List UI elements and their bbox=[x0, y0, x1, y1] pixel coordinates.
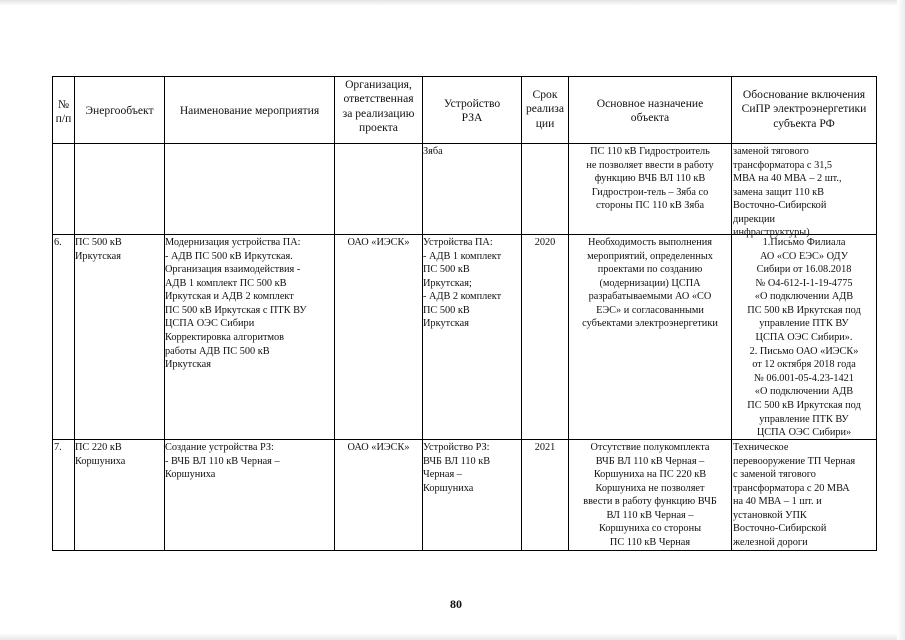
column-divider bbox=[334, 76, 335, 551]
cell-basis: 1.Письмо Филиала АО «СО ЕЭС» ОДУ Сибири от 16.08.2018 № О4-612-I-1-19-4775 «О подключении АДВ ПС 500 кВ Иркутская под управление ПТК ВУ ЦСПА ОЭС Сибири». 2. Письмо ОАО «ИЭСК» от 12 октября 2018 года № 06.001-05-4.23-1421 «О подключении АДВ ПС 500 кВ Иркутская под управление ПТК ВУ ЦСПА ОЭС Сибири» bbox=[747, 237, 861, 439]
header-responsible-org: Организация, ответственная за реализацию проекта bbox=[342, 78, 415, 135]
header-bottom-border bbox=[52, 143, 876, 144]
cell-org: ОАО «ИЭСК» bbox=[347, 237, 410, 248]
header-purpose: Основное назначение объекта bbox=[596, 97, 704, 125]
cell-term: 2020 bbox=[534, 237, 556, 248]
cell-energy-object: ПС 500 кВ Иркутская bbox=[75, 237, 122, 262]
column-divider bbox=[52, 76, 53, 551]
scan-edge-right bbox=[897, 0, 905, 640]
column-divider bbox=[74, 76, 75, 551]
cell-term: 2021 bbox=[534, 442, 556, 453]
header-term: Срок реализа ции bbox=[525, 88, 565, 130]
cell-measure: Модернизация устройства ПА: - АДВ ПС 500 кВ Иркутская. Организация взаимодействия - АДВ 1 комплект ПС 500 кВ Иркутская и АДВ 2 комплект ПС 500 кВ Иркутская с ПТК ВУ ЦСПА ОЭС Сибири Корректировка алгоритмов работы АДВ ПС 500 кВ Иркутская bbox=[165, 237, 307, 371]
cell-purpose: Необходимость выполнения мероприятий, определенных проектами по созданию (модернизации) ЦСПА разрабатываемыми АО «СО ЕЭС» и согласованными субъектами электроэнергетики bbox=[582, 237, 718, 330]
header-basis: Обоснование включения СиПР электроэнергетики субъекта РФ bbox=[741, 88, 867, 130]
scan-edge-top bbox=[0, 0, 905, 6]
column-divider bbox=[521, 76, 522, 551]
cell-num: 7. bbox=[54, 442, 62, 453]
cell-energy-object: ПС 220 кВ Коршуниха bbox=[75, 442, 126, 467]
header-measure-name: Наименование мероприятия bbox=[179, 104, 320, 117]
cell-device: Зяба bbox=[423, 146, 443, 157]
header-rza-device: Устройство РЗА bbox=[443, 97, 501, 125]
header-energy-object: Энергообъект bbox=[85, 104, 154, 117]
cell-basis: заменой тягового трансформатора с 31,5 МВА на 40 МВА – 2 шт., замена защит 110 кВ Восточно-Сибирской дирекции инфраструктуры) bbox=[733, 146, 842, 239]
cell-device: Устройства ПА: - АДВ 1 комплект ПС 500 кВ Иркутская; - АДВ 2 комплект ПС 500 кВ Иркутская bbox=[423, 237, 502, 330]
cell-device: Устройство РЗ: ВЧБ ВЛ 110 кВ Черная – Коршуниха bbox=[423, 442, 491, 494]
scan-edge-bottom bbox=[0, 633, 905, 640]
cell-purpose: Отсутствие полукомплекта ВЧБ ВЛ 110 кВ Черная – Коршуниха на ПС 220 кВ Коршуниха не позволяет ввести в работу функцию ВЧБ ВЛ 110 кВ Черная – Коршуниха со стороны ПС 110 кВ Черная bbox=[583, 442, 717, 549]
cell-purpose: ПС 110 кВ Гидростроитель не позволяет ввести в работу функцию ВЧБ ВЛ 110 кВ Гидрострои-тель – Зяба со стороны ПС 110 кВ Зяба bbox=[586, 146, 714, 212]
cell-measure: Создание устройства РЗ: - ВЧБ ВЛ 110 кВ Черная – Коршуниха bbox=[165, 442, 280, 481]
table-bottom-border bbox=[52, 550, 876, 551]
header-num: № п/п bbox=[55, 98, 72, 126]
cell-basis: Техническое перевооружение ТП Черная с заменой тягового трансформатора с 20 МВА на 40 МВА – 1 шт. и установкой УПК Восточно-Сибирской железной дороги bbox=[733, 442, 856, 549]
column-divider bbox=[876, 76, 877, 551]
table-top-border bbox=[52, 76, 876, 77]
cell-num: 6. bbox=[54, 237, 62, 248]
cell-org: ОАО «ИЭСК» bbox=[347, 442, 410, 453]
page-number: 80 bbox=[450, 597, 462, 611]
